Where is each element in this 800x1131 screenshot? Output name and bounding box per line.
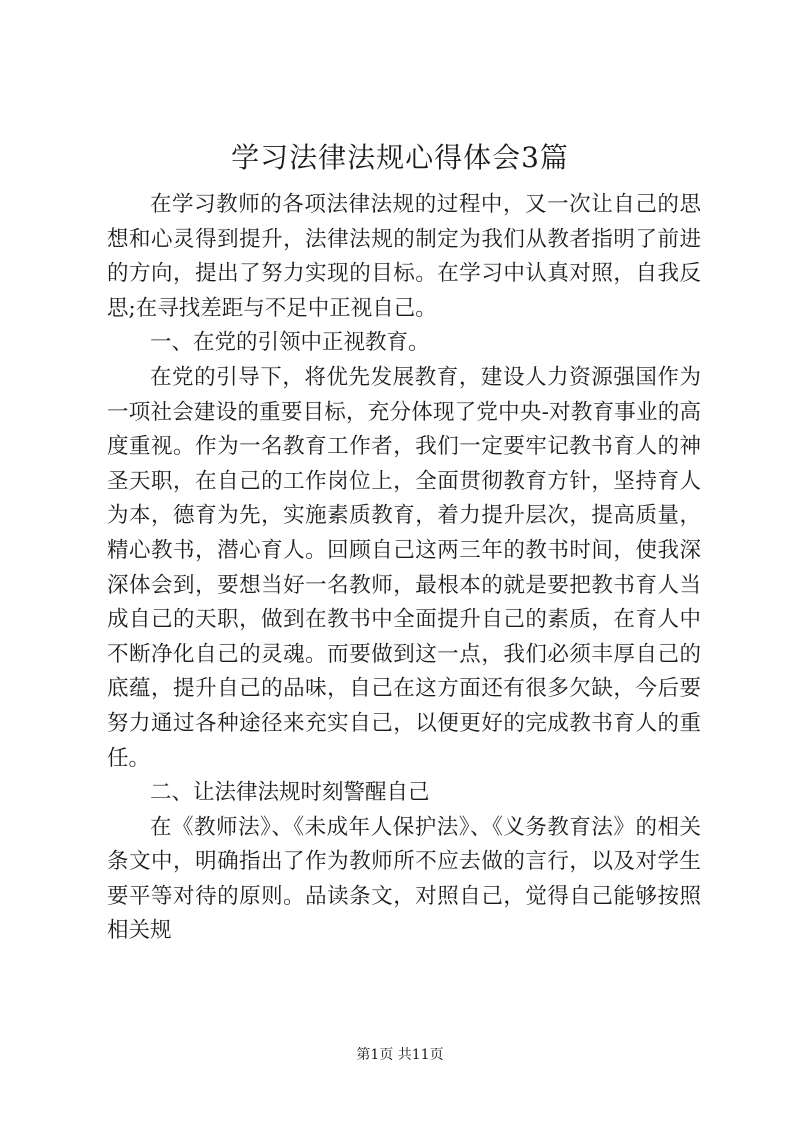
paragraph-intro: 在学习教师的各项法律法规的过程中，又一次让自己的思想和心灵得到提升，法律法规的制定为我们从教者指明了前进的方向，提出了努力实现的目标。在学习中认真对照，自我反思;在寻找差距与不足中正视自己。 bbox=[107, 192, 701, 321]
section-heading-1: 一、在党的引领中正视教育。 bbox=[150, 330, 430, 356]
page-footer: 第1页 共11页 bbox=[356, 1047, 444, 1063]
section-heading-2: 二、让法律法规时刻警醒自己 bbox=[150, 780, 430, 806]
document-body bbox=[107, 188, 701, 949]
paragraph-section-1: 在党的引导下，将优先发展教育，建设人力资源强国作为一项社会建设的重要目标，充分体现了党中央-对教育事业的高度重视。作为一名教育工作者，我们一定要牢记教书育人的神圣天职，在自己的工作岗位上，全面贯彻教育方针，坚持育人为本，德育为先，实施素质教育，着力提升层次，提高质量，精心教书，潜心育人。回顾自己这两三年的教书时间，使我深深体会到，要想当好一名教师，最根本的就是要把教书育人当成自己的天职，做到在教书中全面提升自己的素质，在育人中不断净化自己的灵魂。而要做到这一点，我们必须丰厚自己的底蕴，提升自己的品味，自己在这方面还有很多欠缺，今后要努力通过各种途径来充实自己，以便更好的完成教书育人的重任。 bbox=[107, 364, 701, 771]
document-title: 学习法律法规心得体会3篇 bbox=[231, 141, 569, 174]
paragraph-section-2: 在《教师法》、《未成年人保护法》、《义务教育法》的相关条文中，明确指出了作为教师所不应去做的言行，以及对学生要平等对待的原则。品读条文，对照自己，觉得自己能够按照相关规 bbox=[107, 814, 701, 944]
